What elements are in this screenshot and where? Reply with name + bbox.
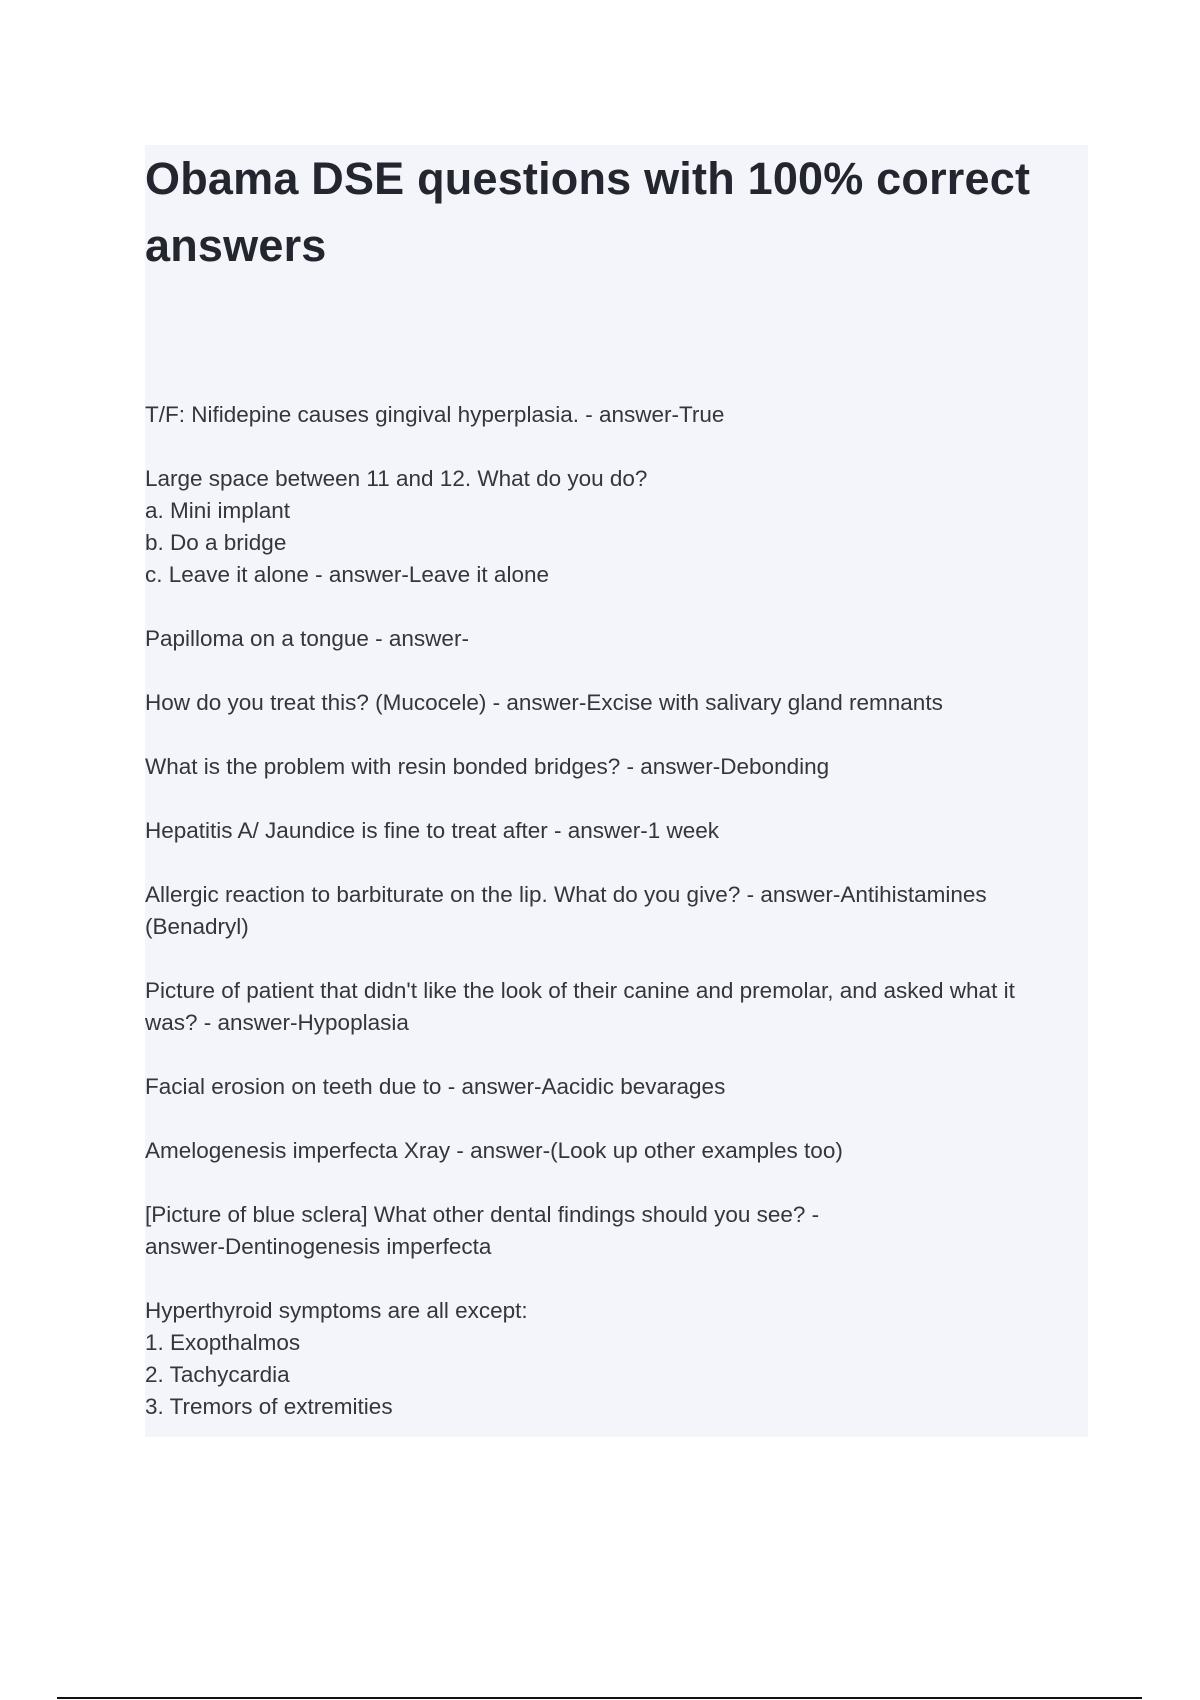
question-line: Amelogenesis imperfecta Xray - answer-(Look up other examples too): [145, 1138, 843, 1163]
document-content: [145, 145, 1088, 1437]
option-line: 1. Exopthalmos: [145, 1330, 301, 1355]
page-title: Obama DSE questions with 100% correct answers: [145, 153, 1031, 271]
question-item: [145, 751, 1088, 783]
question-list: [145, 399, 1088, 1423]
question-line: Allergic reaction to barbiturate on the lip. What do you give? - answer-Antihistamines: [145, 882, 987, 907]
question-item: [145, 399, 1088, 431]
question-line: answer-Dentinogenesis imperfecta: [145, 1234, 492, 1259]
question-item: [145, 879, 1088, 943]
option-line: a. Mini implant: [145, 498, 291, 523]
question-line: Hyperthyroid symptoms are all except:: [145, 1298, 528, 1323]
option-line: b. Do a bridge: [145, 530, 287, 555]
question-line: How do you treat this? (Mucocele) - answer-Excise with salivary gland remnants: [145, 690, 943, 715]
question-item: [145, 1071, 1088, 1103]
question-line: Papilloma on a tongue - answer-: [145, 626, 469, 651]
question-item: [145, 687, 1088, 719]
question-line: was? - answer-Hypoplasia: [145, 1010, 409, 1035]
question-line: What is the problem with resin bonded bridges? - answer-Debonding: [145, 754, 830, 779]
question-line: (Benadryl): [145, 914, 249, 939]
question-line: T/F: Nifidepine causes gingival hyperplasia. - answer-True: [145, 402, 725, 427]
option-line: 2. Tachycardia: [145, 1362, 290, 1387]
question-item: [145, 815, 1088, 847]
question-line: Facial erosion on teeth due to - answer-Aacidic bevarages: [145, 1074, 726, 1099]
question-item: [145, 975, 1088, 1039]
question-line: [Picture of blue sclera] What other dental findings should you see? -: [145, 1202, 820, 1227]
question-line: Picture of patient that didn't like the look of their canine and premolar, and asked what it: [145, 978, 1015, 1003]
question-item: [145, 1199, 1088, 1263]
question-line: Large space between 11 and 12. What do you do?: [145, 466, 648, 491]
option-line: 3. Tremors of extremities: [145, 1394, 393, 1419]
question-item: [145, 1295, 1088, 1423]
question-line: Hepatitis A/ Jaundice is fine to treat after - answer-1 week: [145, 818, 720, 843]
question-item: [145, 623, 1088, 655]
question-item: [145, 1135, 1088, 1167]
option-line: c. Leave it alone - answer-Leave it alone: [145, 562, 549, 587]
footer-divider: [57, 1697, 1142, 1699]
question-item: [145, 463, 1088, 591]
